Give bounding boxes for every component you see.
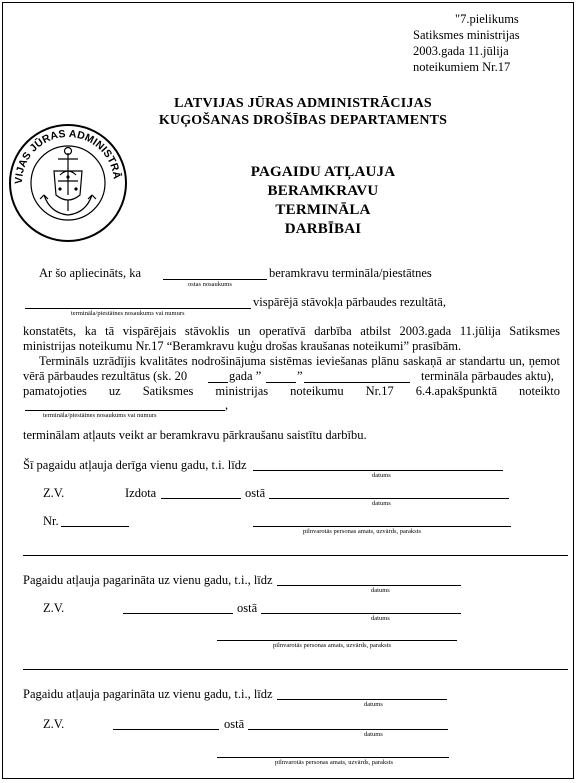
document-page	[2, 2, 574, 779]
validity-signature-field[interactable]	[253, 526, 511, 527]
ext2-port-date-field[interactable]	[248, 729, 448, 730]
validity-text: Šī pagaidu atļauja derīga vienu gadu, t.i. līdz	[23, 458, 247, 472]
p4-line-2b: gada ”	[229, 369, 262, 383]
validity-issued-label: Izdota	[125, 486, 157, 500]
section-divider-1	[23, 555, 568, 556]
ext1-signature-caption: pilnvarotās personas amats, uzvārds, paraksts	[273, 642, 392, 649]
title-line-1: PAGAIDU ATĻAUJA	[250, 164, 396, 180]
validity-port-label: ostā	[245, 486, 266, 500]
p4-line-2a: vērā pārbaudes rezultātus (sk. 20	[23, 369, 188, 383]
reference-line-3: 2003.gada 11.jūlija	[413, 44, 509, 58]
day-field[interactable]	[266, 382, 296, 383]
org-name-line-2: KUĢOŠANAS DROŠĪBAS DEPARTAMENTS	[158, 113, 448, 128]
p3-line-2: ministrijas noteikumu Nr.17 “Beramkravu kuģu drošas kraušanas noteikumi” prasībām.	[23, 339, 462, 353]
year-field[interactable]	[208, 382, 228, 383]
title-line-3: DARBĪBAI	[284, 221, 362, 237]
issued-place-field[interactable]	[161, 498, 241, 499]
org-name-line-1: LATVIJAS JŪRAS ADMINISTRĀCIJAS	[174, 96, 432, 111]
reference-block	[413, 11, 563, 75]
validity-date-caption: datums	[372, 472, 391, 479]
month-field[interactable]	[304, 382, 410, 383]
validity-nr-label: Nr.	[43, 514, 59, 528]
port-name-caption: ostas nosaukums	[188, 281, 232, 288]
document-title	[223, 163, 423, 239]
seal-text: VIJAS JŪRAS ADMINISTRĀ	[12, 127, 123, 185]
p3-line-1: konstatēts, ka tā vispārējais stāvoklis un operatīvā darbība atbilst 2003.gada 11.jūlija Satiksmes	[23, 324, 560, 338]
ext2-signature-field[interactable]	[217, 757, 449, 758]
validity-date-field[interactable]	[253, 470, 503, 471]
reference-line-4: noteikumiem Nr.17	[413, 60, 511, 74]
p2-end: vispārējā stāvokļa pārbaudes rezultātā,	[253, 295, 446, 309]
terminal-name-caption-1: termināla/piestātnes nosaukums vai numurs	[71, 310, 185, 317]
reference-line-1: "7.pielikums	[455, 12, 519, 26]
issued-date-field[interactable]	[269, 498, 509, 499]
ext1-date-caption: datums	[371, 587, 390, 594]
p4-line-3: pamatojoties uz Satiksmes ministrijas noteikumu Nr.17 6.4.apakšpunktā noteikto	[23, 384, 560, 398]
ext1-port-label: ostā	[237, 601, 258, 615]
issued-date-caption: datums	[372, 500, 391, 507]
ext1-port-date-caption: datums	[371, 615, 390, 622]
ext2-place-field[interactable]	[113, 729, 219, 730]
p1-end: beramkravu termināla/piestātnes	[269, 266, 432, 280]
ext2-date-field[interactable]	[277, 699, 447, 700]
section-divider-2	[23, 669, 568, 670]
ext1-date-field[interactable]	[277, 585, 461, 586]
validity-signature-caption: pilnvarotās personas amats, uzvārds, paraksts	[303, 528, 422, 535]
p4-line-1: Termināls uzrādījis kvalitātes nodrošinājuma sistēmas ieviešanas plānu saskaņā ar standartu un, ņemot	[39, 354, 560, 368]
administration-seal	[8, 123, 128, 243]
p1-start: Ar šo apliecināts, ka	[39, 266, 142, 280]
title-line-2: BERAMKRAVU TERMINĀLA	[267, 183, 379, 218]
organization-header	[133, 95, 473, 129]
ext2-signature-caption: pilnvarotās personas amats, uzvārds, paraksts	[275, 759, 394, 766]
validity-zv: Z.V.	[43, 486, 65, 500]
p4-line-2c: ”	[297, 369, 303, 383]
ext1-text: Pagaidu atļauja pagarināta uz vienu gadu, t.i., līdz	[23, 573, 273, 587]
p4-line-2d: termināla pārbaudes aktu),	[421, 369, 554, 383]
reference-line-2: Satiksmes ministrijas	[413, 28, 520, 42]
ext2-port-date-caption: datums	[364, 731, 383, 738]
p5: terminālam atļauts veikt ar beramkravu pārkraušanu saistītu darbību.	[23, 428, 367, 442]
ext2-date-caption: datums	[364, 701, 383, 708]
terminal-name-caption-2: termināla/piestātnes nosaukums vai numurs	[43, 412, 157, 419]
validity-nr-field[interactable]	[61, 526, 129, 527]
seal-emblem-icon	[8, 123, 128, 243]
ext1-signature-field[interactable]	[217, 640, 457, 641]
port-name-field[interactable]	[163, 279, 267, 280]
ext2-text: Pagaidu atļauja pagarināta uz vienu gadu, t.i., līdz	[23, 687, 273, 701]
terminal-name-field-2[interactable]	[25, 410, 225, 411]
ext1-zv: Z.V.	[43, 601, 65, 615]
terminal-name-field-1[interactable]	[25, 308, 251, 309]
p4-comma: ,	[225, 398, 229, 412]
ext1-place-field[interactable]	[123, 613, 233, 614]
ext1-port-date-field[interactable]	[261, 613, 461, 614]
ext2-zv: Z.V.	[43, 717, 65, 731]
ext2-port-label: ostā	[224, 717, 245, 731]
